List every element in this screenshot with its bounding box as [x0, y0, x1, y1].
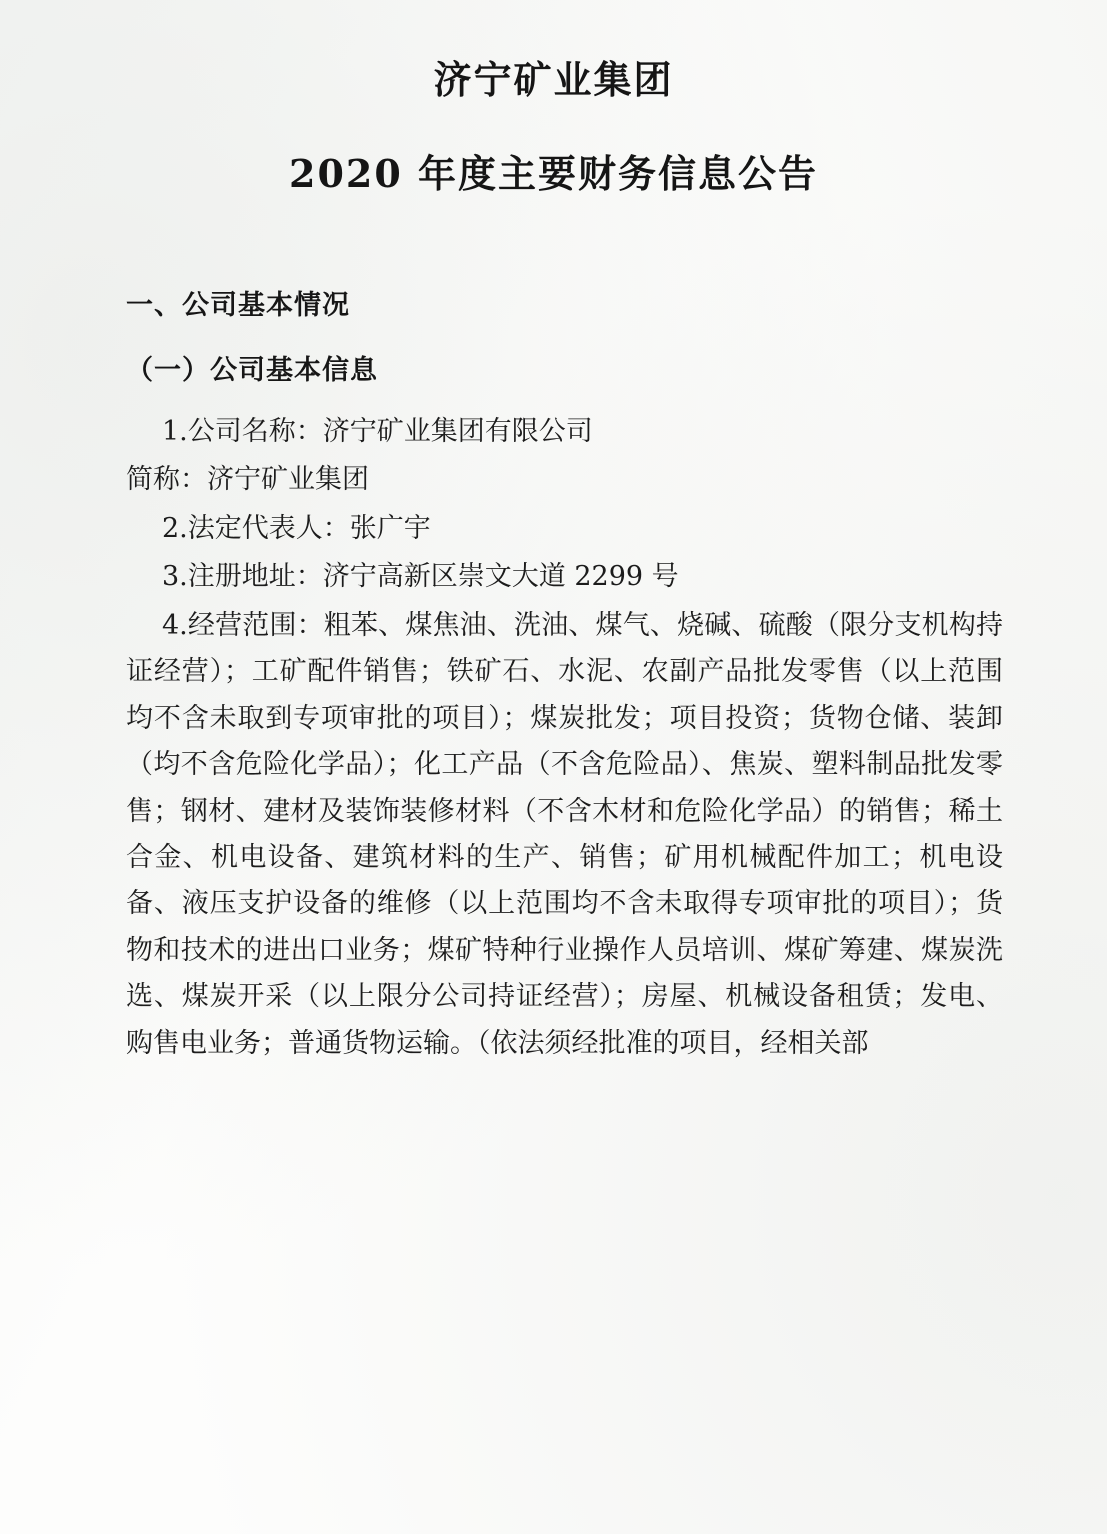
item-company-name: 1.公司名称：济宁矿业集团有限公司	[162, 416, 593, 447]
item-short-name: 简称：济宁矿业集团	[126, 464, 369, 496]
section-heading-company-overview: 一、公司基本情况	[126, 290, 350, 321]
item-registered-address: 3.注册地址：济宁高新区崇文大道 2299 号	[162, 561, 679, 593]
document-title-line-1: 济宁矿业集团	[433, 57, 674, 102]
subsection-heading-company-basic-info: （一）公司基本信息	[126, 355, 378, 386]
item-legal-representative: 2.法定代表人：张广宇	[162, 512, 431, 544]
company-info-list	[126, 409, 1003, 1067]
document-title-line-2: 2020 年度主要财务信息公告	[289, 150, 818, 196]
item-business-scope: 4.经营范围：粗苯、煤焦油、洗油、煤气、烧碱、硫酸（限分支机构持证经营）；工矿配件销售；铁矿石、水泥、农副产品批发零售（以上范围均不含未取到专项审批的项目）；煤炭批发；项目投资；货物仓储、装卸（均不含危险化学品）；化工产品（不含危险品）、焦炭、塑料制品批发零售；钢材、建材及装饰装修材料（不含木材和危险化学品）的销售；稀土合金、机电设备、建筑材料的生产、销售；矿用机械配件加工；机电设备、液压支护设备的维修（以上范围均不含未取得专项审批的项目）；货物和技术的进出口业务；煤矿特种行业操作人员培训、煤矿筹建、煤炭洗选、煤炭开采（以上限分公司持证经营）；房屋、机械设备租赁；发电、购售电业务；普通货物运输。（依法须经批准的项目，经相关部	[126, 609, 1003, 1059]
